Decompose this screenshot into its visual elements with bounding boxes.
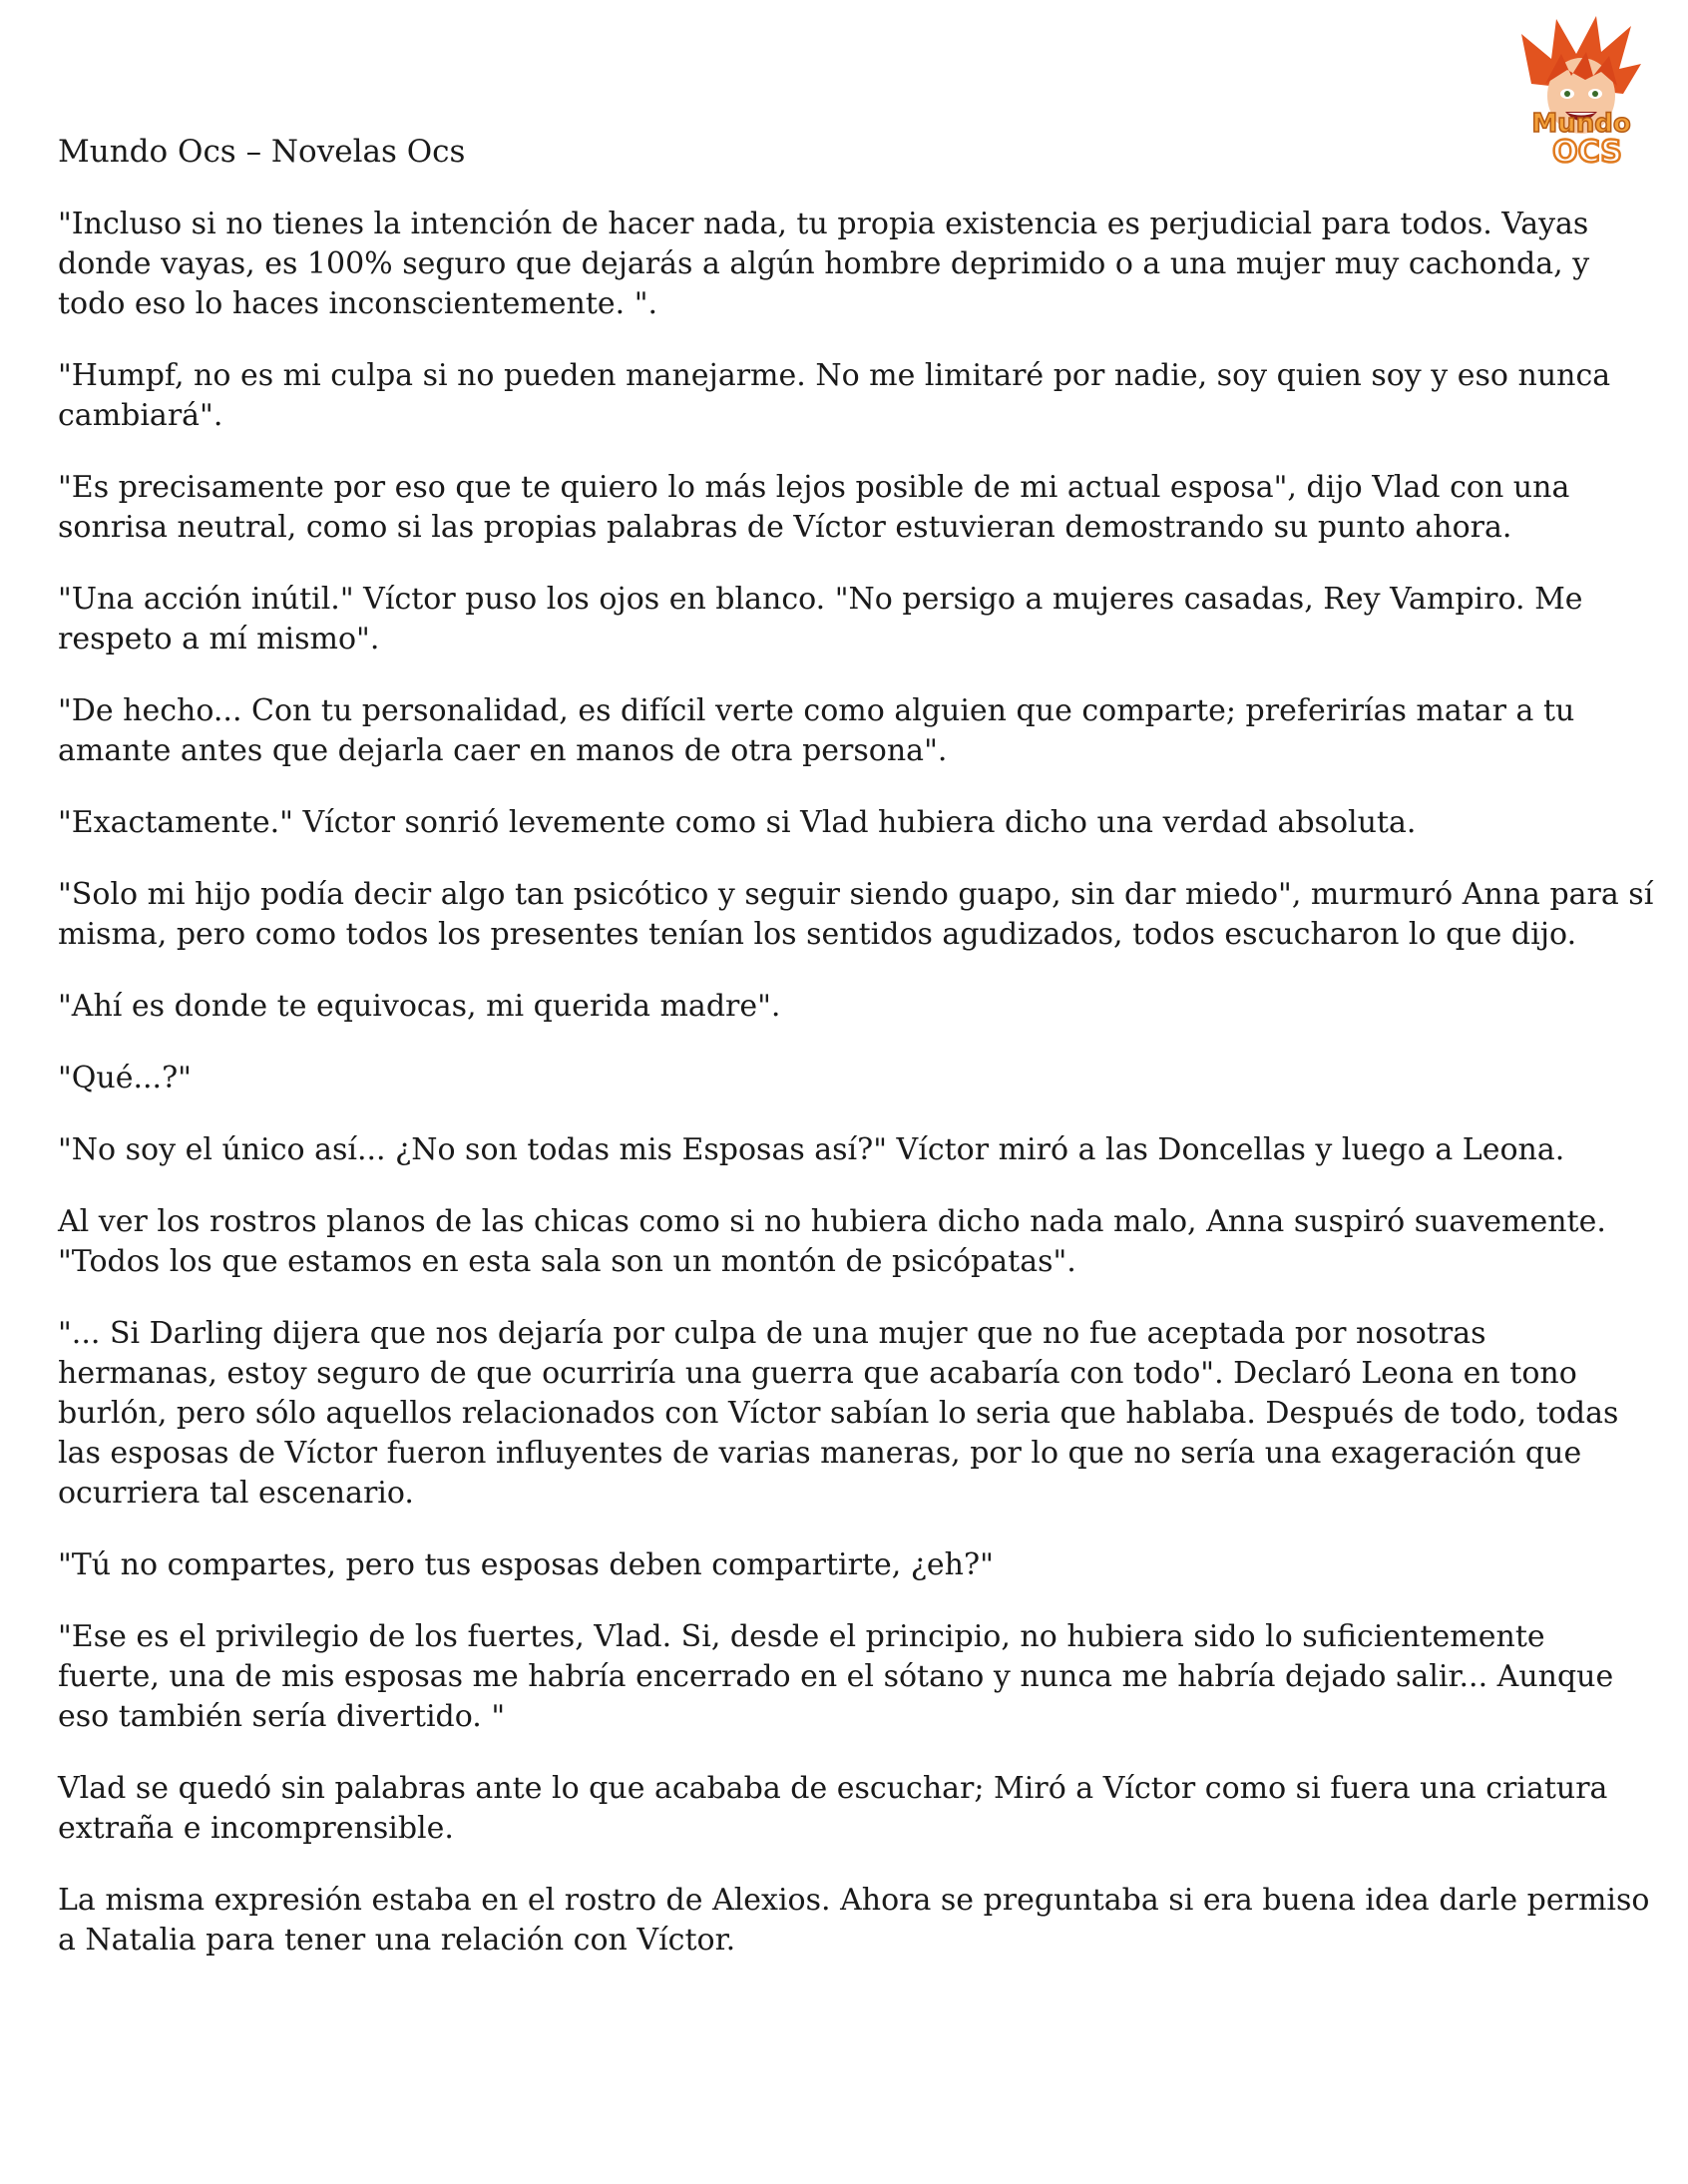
paragraph: "No soy el único así... ¿No son todas mis Esposas así?" Víctor miró a las Doncellas y luego a Leona. bbox=[58, 1132, 1565, 1167]
paragraph: Vlad se quedó sin palabras ante lo que acababa de escuchar; Miró a Víctor como si fuera una criatura extraña e incomprensible. bbox=[58, 1771, 1608, 1846]
paragraph: "... Si Darling dijera que nos dejaría por culpa de una mujer que no fue aceptada por nosotras hermanas, estoy seguro de que ocurriría una guerra que acabaría con todo". Declaró Leona en tono burlón, pero sólo aquellos relacionados con Víctor sabían lo seria que hablaba. Después de todo, todas las esposas de Víctor fueron influyentes de varias maneras, por lo que no sería una exageración que ocurriera tal escenario. bbox=[58, 1316, 1619, 1511]
svg-text:OCS: OCS bbox=[1552, 135, 1622, 170]
paragraph: "Solo mi hijo podía decir algo tan psicótico y seguir siendo guapo, sin dar miedo", murmuró Anna para sí misma, pero como todos los presentes tenían los sentidos agudizados, todos escucharon lo que dijo. bbox=[58, 877, 1654, 952]
paragraph: "Tú no compartes, pero tus esposas deben compartirte, ¿eh?" bbox=[58, 1547, 994, 1582]
paragraph: "Incluso si no tienes la intención de hacer nada, tu propia existencia es perjudicial para todos. Vayas donde vayas, es 100% seguro que dejarás a algún hombre deprimido o a una mujer muy cachonda, y todo eso lo haces inconscientemente. ". bbox=[58, 207, 1590, 321]
paragraph: "Exactamente." Víctor sonrió levemente como si Vlad hubiera dicho una verdad absoluta. bbox=[58, 805, 1417, 840]
paragraph: "Es precisamente por eso que te quiero lo más lejos posible de mi actual esposa", dijo Vlad con una sonrisa neutral, como si las propias palabras de Víctor estuvieran demostrando su punto ahora. bbox=[58, 470, 1570, 545]
paragraph: "Ese es el privilegio de los fuertes, Vlad. Si, desde el principio, no hubiera sido lo suficientemente fuerte, una de mis esposas me habría encerrado en el sótano y nunca me habría dejado salir... Aunque eso también sería divertido. " bbox=[58, 1619, 1614, 1734]
paragraph: "Humpf, no es mi culpa si no pueden manejarme. No me limitaré por nadie, soy quien soy y eso nunca cambiará". bbox=[58, 358, 1611, 433]
paragraph: "Una acción inútil." Víctor puso los ojos en blanco. "No persigo a mujeres casadas, Rey Vampiro. Me respeto a mí mismo". bbox=[58, 582, 1583, 656]
paragraph: La misma expresión estaba en el rostro de Alexios. Ahora se preguntaba si era buena idea darle permiso a Natalia para tener una relación con Víctor. bbox=[58, 1883, 1650, 1958]
paragraph: Al ver los rostros planos de las chicas como si no hubiera dicho nada malo, Anna suspiró suavemente. "Todos los que estamos en esta sala son un montón de psicópatas". bbox=[58, 1204, 1606, 1279]
page-header: Mundo Ocs – Novelas Ocs bbox=[58, 134, 466, 170]
paragraph: "De hecho... Con tu personalidad, es difícil verte como alguien que comparte; preferirías matar a tu amante antes que dejarla caer en manos de otra persona". bbox=[58, 693, 1575, 768]
document-body bbox=[58, 205, 1654, 1992]
mundo-ocs-logo-icon bbox=[1501, 14, 1661, 174]
paragraph: "Qué...?" bbox=[58, 1061, 192, 1095]
svg-text:Mundo: Mundo bbox=[1531, 109, 1631, 139]
paragraph: "Ahí es donde te equivocas, mi querida madre". bbox=[58, 989, 781, 1024]
